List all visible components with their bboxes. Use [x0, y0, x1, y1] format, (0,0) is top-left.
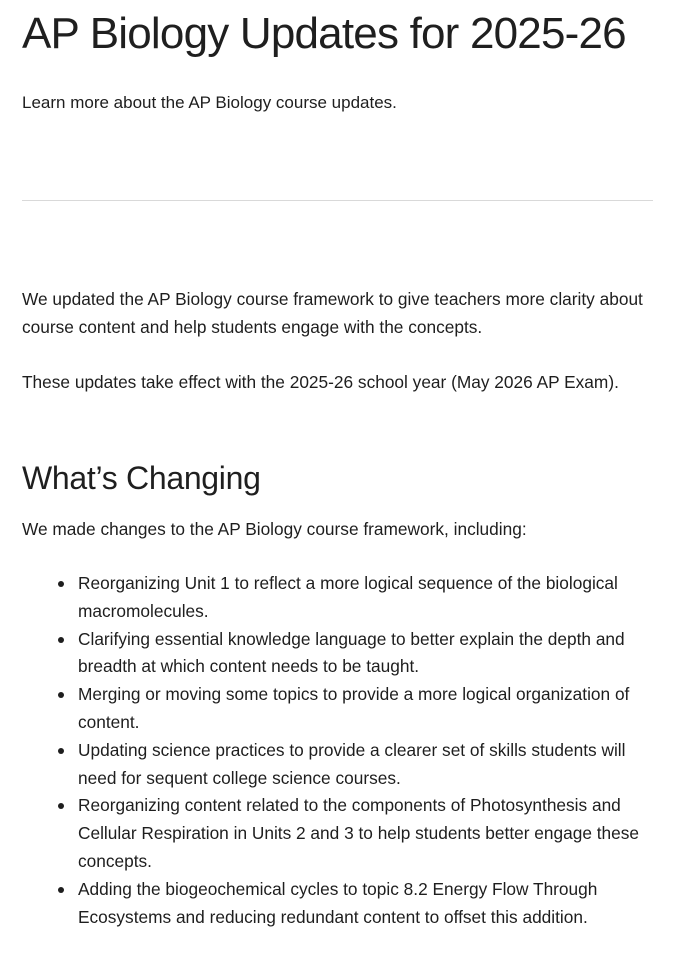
list-item: Reorganizing Unit 1 to reflect a more logical sequence of the biological macromolecules.: [78, 570, 662, 626]
list-item: Reorganizing content related to the components of Photosynthesis and Cellular Respiration in Units 2 and 3 to help students better engage these concepts.: [78, 792, 662, 875]
overview-paragraph-2: These updates take effect with the 2025-26 school year (May 2026 AP Exam).: [22, 372, 619, 392]
changes-list: [22, 570, 662, 931]
list-item: Clarifying essential knowledge language to better explain the depth and breadth at which content needs to be taught.: [78, 626, 662, 682]
page-title: AP Biology Updates for 2025-26: [22, 9, 626, 58]
section-divider: [22, 200, 653, 201]
list-item: Merging or moving some topics to provide a more logical organization of content.: [78, 681, 662, 737]
whats-changing-intro: We made changes to the AP Biology course framework, including:: [22, 519, 527, 539]
list-item: Updating science practices to provide a clearer set of skills students will need for sequent college science courses.: [78, 737, 662, 793]
list-item: Adding the biogeochemical cycles to topic 8.2 Energy Flow Through Ecosystems and reducing redundant content to offset this addition.: [78, 876, 662, 932]
page-intro: Learn more about the AP Biology course updates.: [22, 93, 397, 112]
overview-paragraph-1: We updated the AP Biology course framework to give teachers more clarity about course content and help students engage with the concepts.: [22, 289, 643, 337]
whats-changing-heading: What’s Changing: [22, 460, 261, 496]
